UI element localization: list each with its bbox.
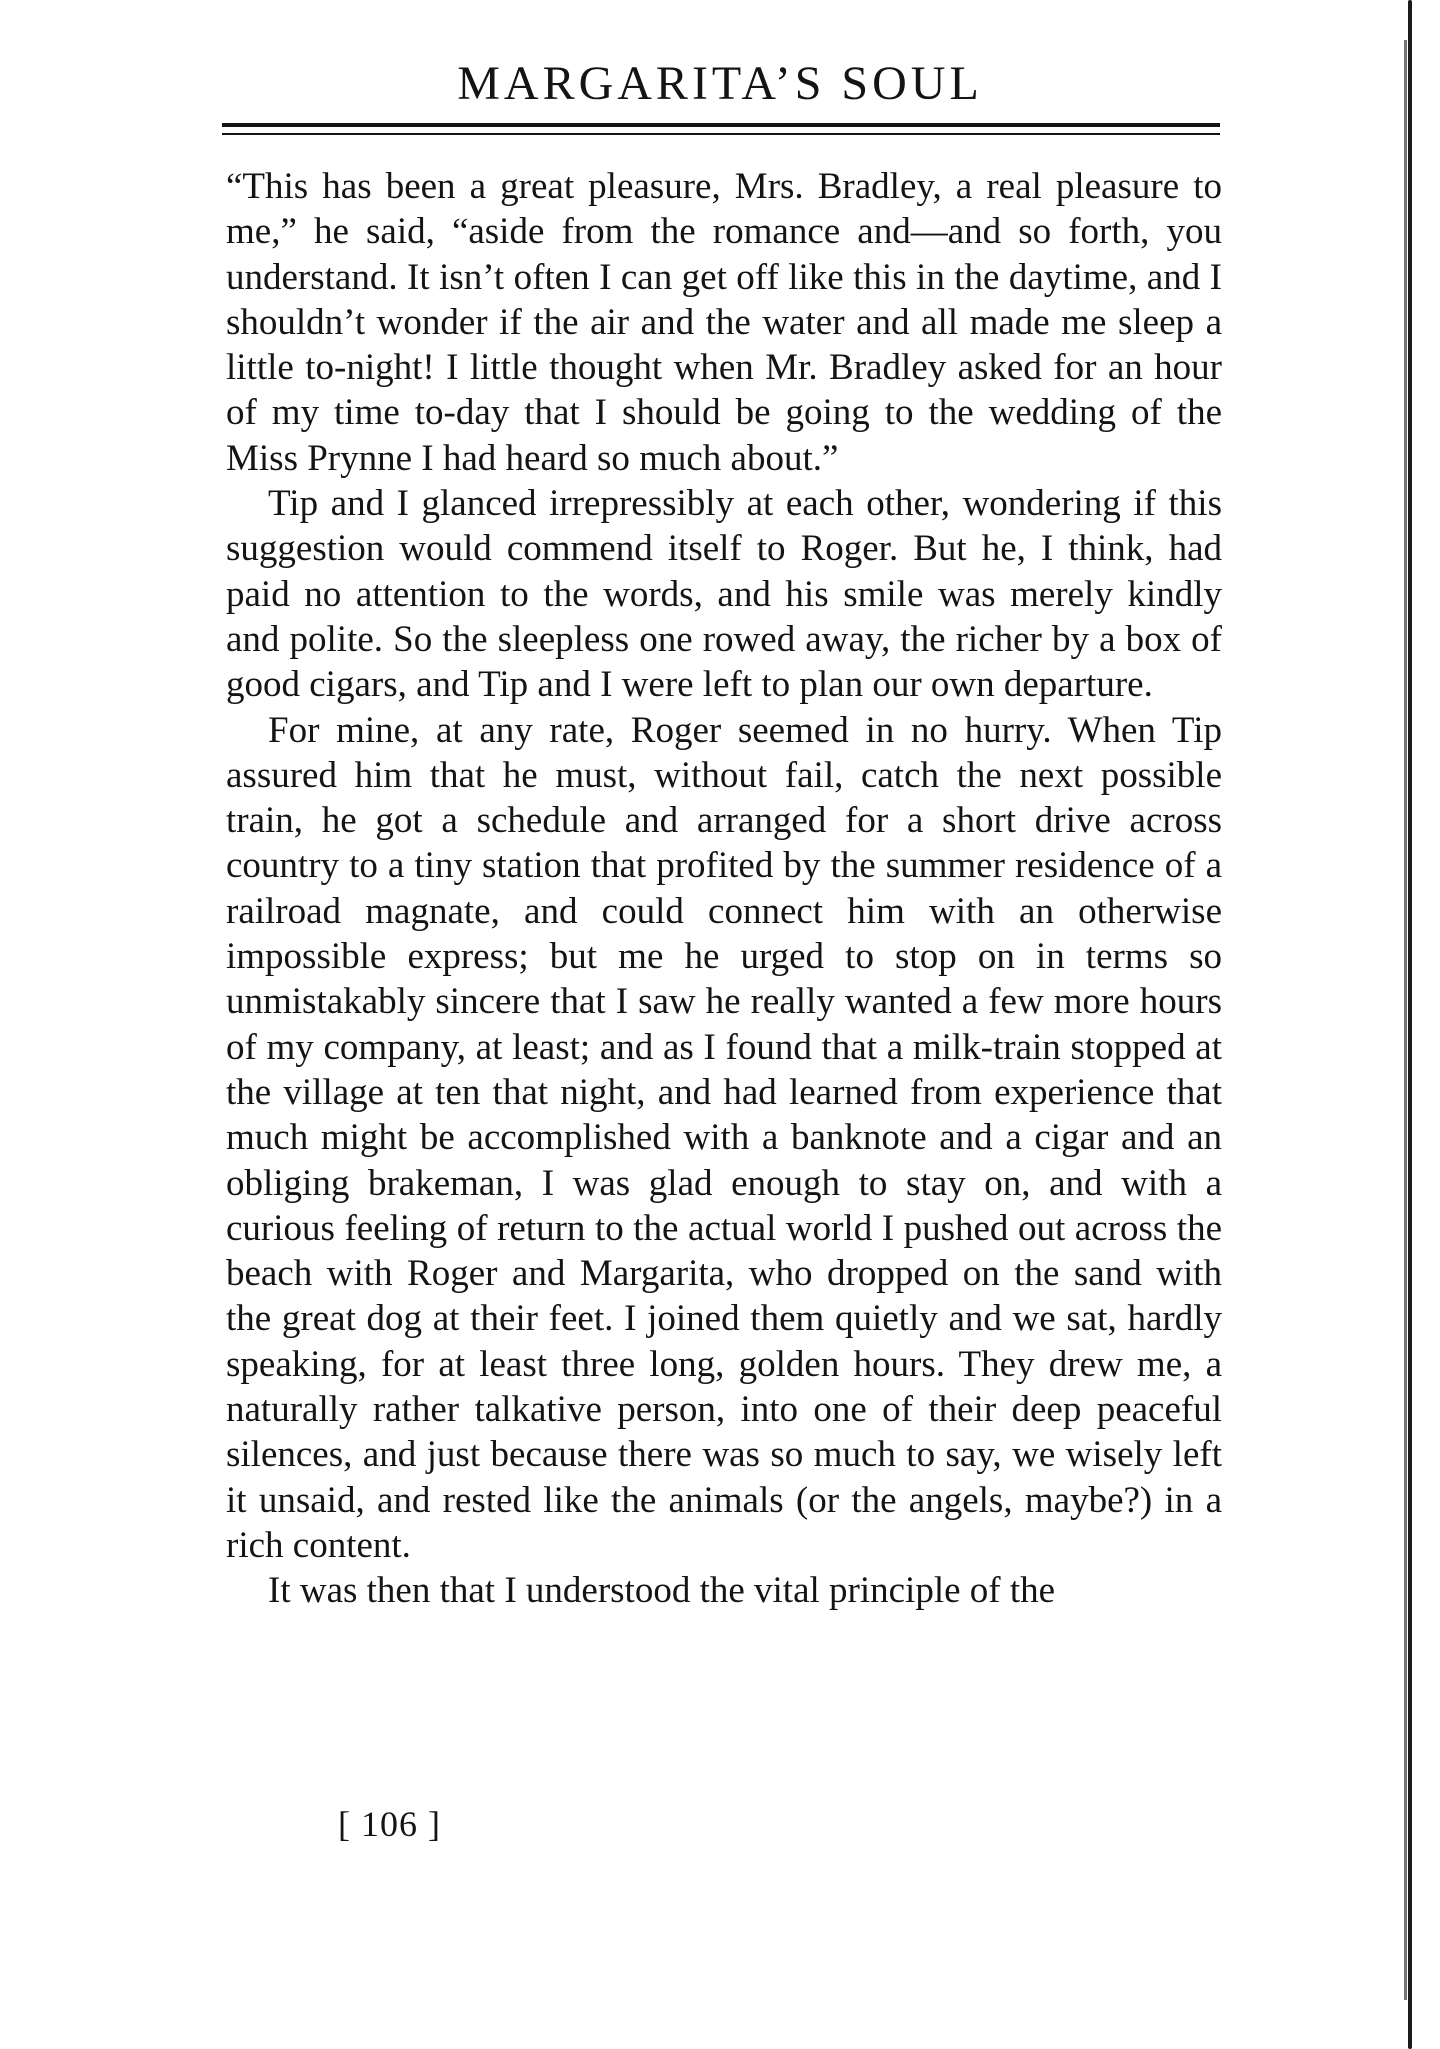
paragraph-1: “This has been a great pleasure, Mrs. Bradley, a real pleasure to me,” he said, “aside from the romance and—and so forth, you understand. It isn’t often I can get off like this in the daytime, and I shouldn’t wonder if the air and the water and all made me sleep a little to-night! I little thought when Mr. Bradley asked for an hour of my time to-day that I should be going to the wedding of the Miss Prynne I had heard so much about.” [226,166,1222,479]
paragraph-2: Tip and I glanced irrepressibly at each other, wondering if this suggestion would commend itself to Roger. But he, I think, had paid no attention to the words, and his smile was merely kindly and polite. So the sleepless one rowed away, the richer by a box of good cigars, and Tip and I were left to plan our own departure. [226,483,1222,706]
header-rule-thick [222,123,1220,127]
page-number: [ 106 ] [338,1804,441,1844]
running-head: MARGARITA’S SOUL [457,57,983,110]
page-edge [1408,0,1412,2049]
header-rule-thin [222,133,1220,135]
paragraph-3: For mine, at any rate, Roger seemed in no hurry. When Tip assured him that he must, without fail, catch the next possible train, he got a schedule and arranged for a short drive across country to a tiny station that profited by the summer residence of a railroad magnate, and could connect him with an otherwise impossible express; but me he urged to stop on in terms so unmistakably sincere that I saw he really wanted a few more hours of my company, at least; and as I found that a milk-train stopped at the village at ten that night, and had learned from experience that much might be accomplished with a banknote and a cigar and an obliging brakeman, I was glad enough to stay on, and with a curious feeling of return to the actual world I pushed out across the beach with Roger and Margarita, who dropped on the sand with the great dog at their feet. I joined them quietly and we sat, hardly speaking, for at least three long, golden hours. They drew me, a naturally rather talkative person, into one of their deep peaceful silences, and just because there was so much to say, we wisely left it unsaid, and rested like the animals (or the angels, maybe?) in a rich content. [226,709,1222,1566]
paragraph-4: It was then that I understood the vital principle of the [268,1570,1056,1612]
page-edge-shadow [1404,40,1407,2000]
body-text [226,164,1222,1614]
